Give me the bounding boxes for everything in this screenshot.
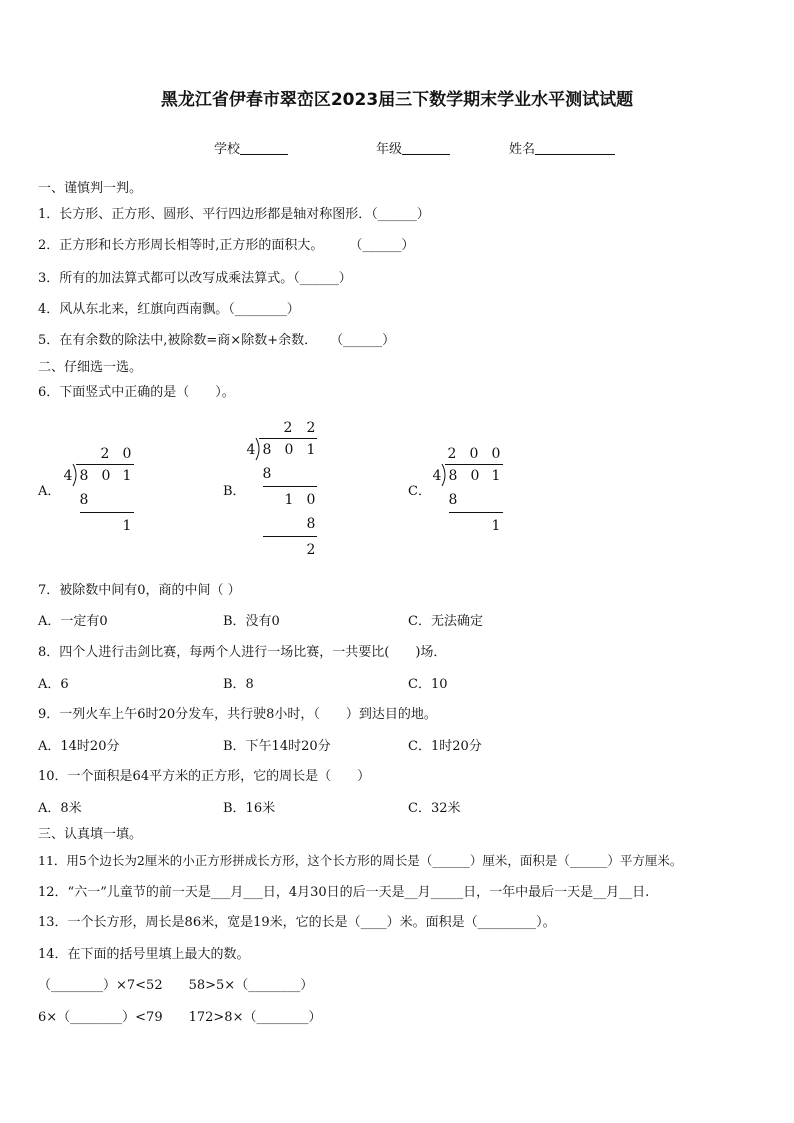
q10-option-c[interactable]: C．32米	[408, 801, 461, 816]
name-field	[509, 141, 615, 158]
div-c-quotient-digit: 2	[447, 446, 457, 462]
div-a-step: 8	[79, 492, 89, 508]
q8-option-a[interactable]: A．6	[38, 677, 69, 692]
grade-blank[interactable]	[402, 141, 450, 155]
q7-option-b[interactable]: B．没有0	[223, 614, 280, 629]
div-a-dividend-digit: 0	[101, 468, 111, 484]
section-2-heading: 二、仔细选一选。	[38, 360, 143, 375]
div-b-dividend-digit: 8	[262, 442, 272, 458]
div-c-step: 8	[448, 492, 458, 508]
section-3-heading: 三、认真填一填。	[38, 827, 143, 842]
q7-option-c[interactable]: C．无法确定	[408, 614, 483, 629]
div-c-remainder: 1	[491, 518, 501, 534]
div-a-divisor: 4	[63, 468, 73, 484]
div-c-dividend-digit: 8	[448, 468, 458, 484]
q10-option-b[interactable]: B．16米	[223, 801, 276, 816]
div-a-remainder: 1	[122, 518, 132, 534]
div-b-quotient-digit: 2	[306, 420, 316, 436]
div-b-step-digit: 0	[306, 492, 316, 508]
div-b-remainder: 2	[306, 542, 316, 558]
question-4: 4．风从东北来，红旗向西南飘。（________）	[38, 302, 300, 317]
div-a-quotient-digit: 2	[100, 446, 110, 462]
q10-option-a[interactable]: A．8米	[38, 801, 82, 816]
section-1-heading: 一、谨慎判一判。	[38, 181, 143, 196]
div-b-sub-line	[263, 536, 317, 537]
q9-option-a[interactable]: A．14时20分	[38, 739, 120, 754]
div-b-top-line	[259, 438, 317, 439]
div-b-sub-line	[263, 486, 317, 487]
question-8: 8．四个人进行击剑比赛，每两个人进行一场比赛，一共要比( )场．	[38, 645, 447, 660]
page-title: 黑龙江省伊春市翠峦区2023届三下数学期末学业水平测试试题	[160, 90, 634, 110]
div-c-top-line	[445, 464, 503, 465]
school-label: 学校	[214, 142, 241, 157]
q9-option-b[interactable]: B．下午14时20分	[223, 739, 331, 754]
q6-option-a[interactable]: A．	[38, 484, 61, 499]
div-c-quotient-digit: 0	[469, 446, 479, 462]
div-a-dividend-digit: 1	[122, 468, 132, 484]
div-a-sub-line	[80, 512, 134, 513]
question-12: 12．“六一”儿童节的前一天是___月___日，4月30日的后一天是__月_____日，一年中最后一天是__月__日.	[38, 885, 650, 900]
question-13: 13．一个长方形，周长是86米，宽是19米，它的长是（____）米。面积是（_________）。	[38, 915, 556, 930]
question-1: 1．长方形、正方形、圆形、平行四边形都是轴对称图形．（______）	[38, 207, 430, 222]
grade-label: 年级	[376, 142, 403, 157]
question-14: 14．在下面的括号里填上最大的数。	[38, 947, 250, 962]
div-b-divisor: 4	[246, 442, 256, 458]
div-a-top-line	[76, 464, 134, 465]
school-field	[214, 141, 288, 158]
div-b-step-digit: 1	[284, 492, 294, 508]
div-a-dividend-digit: 8	[79, 468, 89, 484]
q6-option-c[interactable]: C．	[408, 484, 431, 499]
q9-option-c[interactable]: C．1时20分	[408, 739, 482, 754]
question-11: 11．用5个边长为2厘米的小正方形拼成长方形，这个长方形的周长是（______）厘米，面积是（______）平方厘米。	[38, 853, 683, 868]
question-3: 3．所有的加法算式都可以改写成乘法算式。（______）	[38, 271, 352, 286]
q8-option-b[interactable]: B．8	[223, 677, 254, 692]
question-7: 7．被除数中间有0，商的中间（ ）	[38, 583, 241, 598]
div-b-step: 8	[262, 466, 272, 482]
question-14-line-2: 6×（________）<79 172>8×（________）	[38, 1010, 322, 1025]
question-5: 5．在有余数的除法中,被除数=商×除数+余数． （______）	[38, 333, 396, 348]
div-c-quotient-digit: 0	[491, 446, 501, 462]
div-c-dividend-digit: 1	[491, 468, 501, 484]
grade-field	[376, 141, 450, 158]
div-b-dividend-digit: 0	[284, 442, 294, 458]
div-b-step: 8	[306, 516, 316, 532]
question-14-line-1: （________）×7<52 58>5×（________）	[38, 978, 314, 993]
question-10: 10．一个面积是64平方米的正方形，它的周长是（ ）	[38, 769, 371, 784]
div-a-quotient-digit: 0	[122, 446, 132, 462]
question-6: 6．下面竖式中正确的是（ ）。	[38, 385, 235, 400]
div-b-dividend-digit: 1	[306, 442, 316, 458]
div-c-sub-line	[449, 512, 503, 513]
q6-option-b[interactable]: B．	[223, 484, 246, 499]
question-2: 2．正方形和长方形周长相等时,正方形的面积大。 （______）	[38, 238, 415, 253]
q7-option-a[interactable]: A．一定有0	[38, 614, 108, 629]
name-blank[interactable]	[535, 141, 615, 155]
name-label: 姓名	[509, 142, 536, 157]
div-b-quotient-digit: 2	[283, 420, 293, 436]
div-c-dividend-digit: 0	[470, 468, 480, 484]
school-blank[interactable]	[240, 141, 288, 155]
div-c-divisor: 4	[432, 468, 442, 484]
q8-option-c[interactable]: C．10	[408, 677, 448, 692]
question-9: 9．一列火车上午6时20分发车，共行驶8小时，（ ）到达目的地。	[38, 707, 437, 722]
